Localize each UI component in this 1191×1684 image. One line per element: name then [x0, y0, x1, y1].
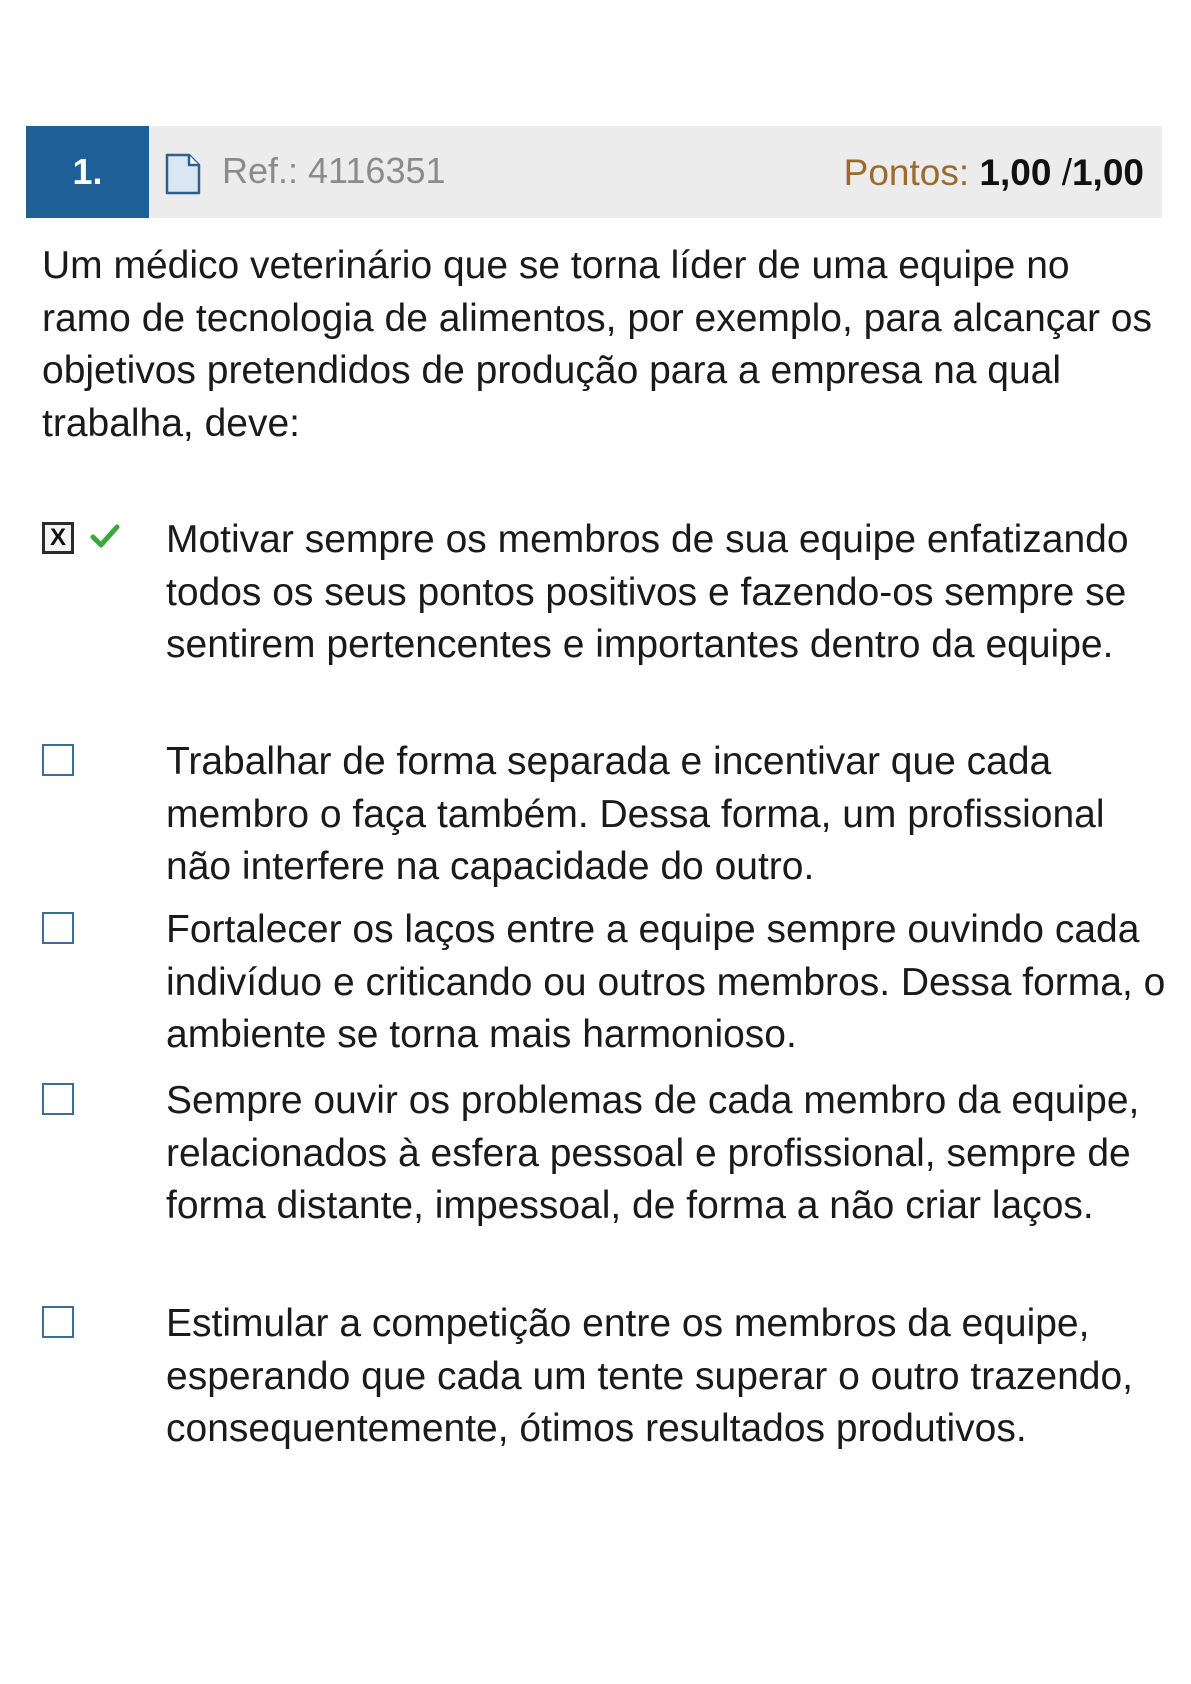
points-label: Pontos: [843, 152, 970, 193]
answer-option[interactable] [42, 1298, 1162, 1508]
points-scored: 1,00 [979, 152, 1052, 193]
option-text: Motivar sempre os membros de sua equipe enfatizando todos os seus pontos positivos e fazendo-os sempre se sentirem pertencentes e importantes dentro da equipe. [166, 518, 1129, 666]
checkmark-icon [90, 523, 120, 549]
answer-option[interactable] [42, 904, 1166, 1062]
question-text: Um médico veterinário que se torna líder de uma equipe no ramo de tecnologia de alimentos, por exemplo, para alcançar os objetivos pretendidos de produção para a empresa na qual trabalha, deve: [42, 244, 1152, 445]
question-number: 1. [26, 126, 149, 218]
option-text: Fortalecer os laços entre a equipe sempre ouvindo cada indivíduo e criticando ou outros membros. Dessa forma, o ambiente se torna mais harmonioso. [166, 908, 1166, 1056]
checkbox[interactable] [42, 1306, 74, 1338]
points-separator: / [1061, 152, 1072, 193]
answer-option[interactable] [42, 514, 1162, 724]
question-reference: Ref.: 4116351 [222, 150, 446, 191]
checkbox[interactable] [42, 744, 74, 776]
option-text: Trabalhar de forma separada e incentivar que cada membro o faça também. Dessa forma, um profissional não interfere na capacidade do outro. [166, 740, 1105, 888]
answer-option[interactable] [42, 736, 1162, 894]
checkbox-checked[interactable]: X [42, 522, 74, 554]
checkbox[interactable] [42, 1083, 74, 1115]
points-total: 1,00 [1071, 152, 1144, 193]
checkbox[interactable] [42, 912, 74, 944]
question-header [26, 126, 1162, 218]
option-text: Estimular a competição entre os membros da equipe, esperando que cada um tente superar o outro trazendo, consequentemente, ótimos resultados produtivos. [166, 1302, 1133, 1450]
document-icon[interactable] [164, 153, 202, 195]
points-display [844, 150, 1144, 196]
answer-option[interactable] [42, 1075, 1162, 1285]
option-text: Sempre ouvir os problemas de cada membro da equipe, relacionados à esfera pessoal e profissional, sempre de forma distante, impessoal, de forma a não criar laços. [166, 1079, 1140, 1227]
